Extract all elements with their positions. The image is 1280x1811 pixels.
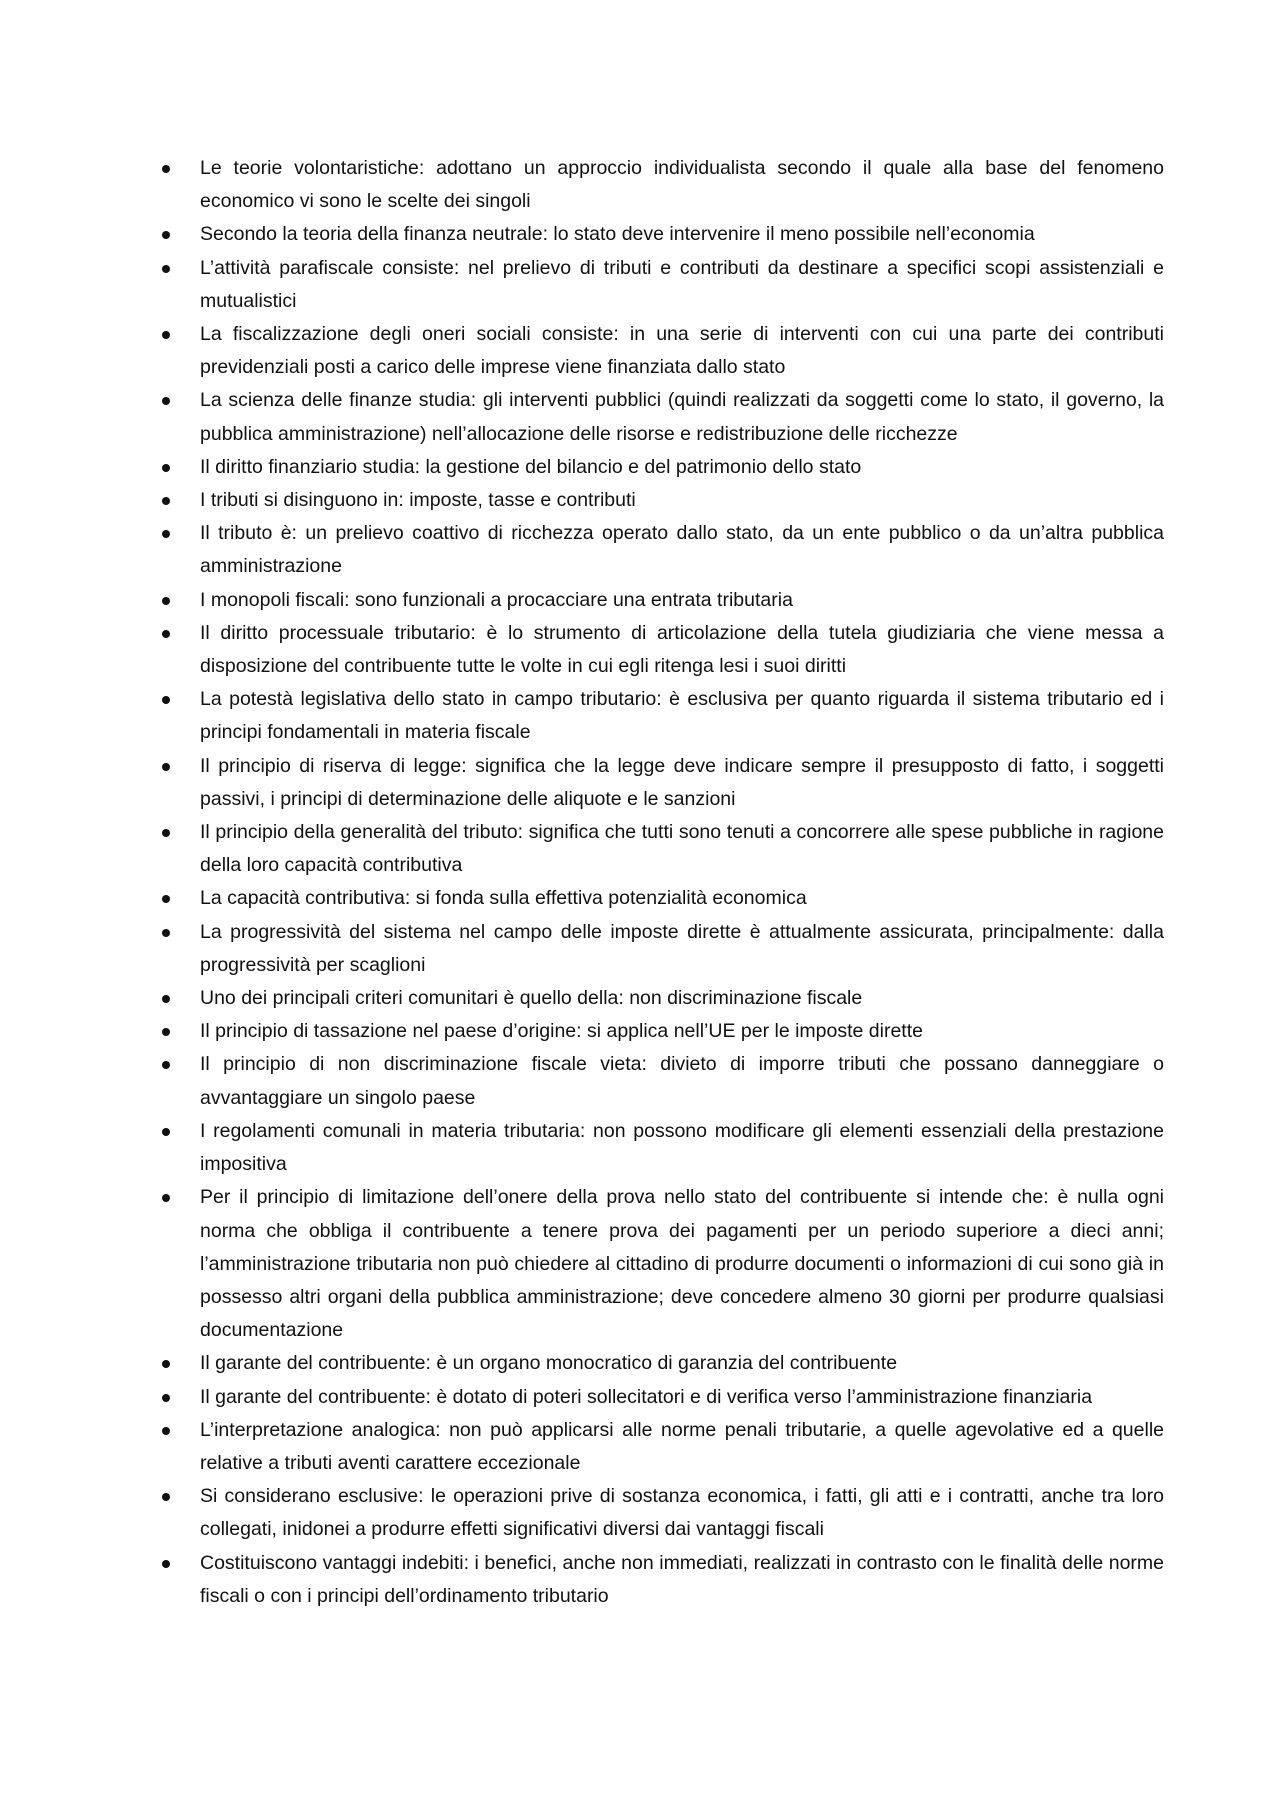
list-item (160, 318, 1164, 384)
list-item-text: Il principio di tassazione nel paese d’origine: si applica nell’UE per le imposte dirette (200, 1020, 923, 1043)
list-item (160, 882, 1164, 915)
list-item (160, 517, 1164, 583)
bullet-icon (162, 165, 170, 173)
list-item-text: I regolamenti comunali in materia tributaria: non possono modificare gli elementi essenziali della prestazione impositiva (200, 1119, 1164, 1176)
bullet-icon (162, 597, 170, 605)
list-item (160, 1048, 1164, 1114)
list-item-text: I tributi si disinguono in: imposte, tasse e contributi (200, 489, 636, 512)
bullet-icon (162, 231, 170, 239)
bullet-icon (162, 1128, 170, 1136)
list-item-text: Per il principio di limitazione dell’onere della prova nello stato del contribuente si intende che: è nulla ogni norma che obbliga il contribuente a tenere prova dei pagamenti per un periodo superiore a dieci anni; l’amministrazione tributaria non può chiedere al cittadino di produrre documenti o informazioni di cui sono già in possesso altri organi della pubblica amministrazione; deve concedere almeno 30 giorni per produrre qualsiasi documentazione (200, 1186, 1164, 1342)
bullet-icon (162, 1427, 170, 1435)
list-item (160, 916, 1164, 982)
bullet-icon (162, 829, 170, 837)
bullet-icon (162, 497, 170, 505)
list-item-text: L’attività parafiscale consiste: nel prelievo di tributi e contributi da destinare a specifici scopi assistenziali e mutualistici (200, 256, 1164, 312)
list-item-text: Il principio di riserva di legge: significa che la legge deve indicare sempre il presupposto di fatto, i soggetti passivi, i principi di determinazione delle aliquote e le sanzioni (200, 754, 1164, 810)
list-item (160, 1015, 1164, 1048)
bullet-icon (162, 265, 170, 273)
list-item (160, 584, 1164, 617)
list-item-text: Il diritto processuale tributario: è lo strumento di articolazione della tutela giudiziaria che viene messa a disposizione del contribuente tutte le volte in cui egli ritenga lesi i suoi diritti (200, 621, 1164, 678)
list-item (160, 683, 1164, 749)
bullet-icon (162, 331, 170, 339)
list-item (160, 1414, 1164, 1480)
list-item-text: Costituiscono vantaggi indebiti: i benefici, anche non immediati, realizzati in contrasto con le finalità delle norme fiscali o con i principi dell’ordinamento tributario (200, 1551, 1164, 1607)
bullet-icon (162, 929, 170, 937)
bullet-icon (162, 1194, 170, 1202)
list-item (160, 1547, 1164, 1613)
list-item (160, 384, 1164, 450)
bullet-icon (162, 464, 170, 472)
list-item-text: Uno dei principali criteri comunitari è quello della: non discriminazione fiscale (200, 987, 863, 1010)
bullet-icon (162, 530, 170, 538)
list-item-text: Il garante del contribuente: è un organo monocratico di garanzia del contribuente (200, 1352, 898, 1375)
bullet-icon (162, 397, 170, 405)
list-item (160, 1347, 1164, 1380)
list-item-text: La fiscalizzazione degli oneri sociali consiste: in una serie di interventi con cui una parte dei contributi previdenziali posti a carico delle imprese viene finanziata dallo stato (200, 323, 1164, 379)
bullet-icon (162, 696, 170, 704)
list-item-text: Il principio della generalità del tributo: significa che tutti sono tenuti a concorrere alle spese pubbliche in ragione della loro capacità contributiva (200, 821, 1164, 877)
list-item-text: La potestà legislativa dello stato in campo tributario: è esclusiva per quanto riguarda il sistema tributario ed i principi fondamentali in materia fiscale (200, 688, 1164, 744)
list-item (160, 982, 1164, 1015)
list-item-text: Il principio di non discriminazione fiscale vieta: divieto di imporre tributi che possano danneggiare o avvantaggiare un singolo paese (200, 1053, 1164, 1109)
list-item (160, 1480, 1164, 1546)
bullet-icon (162, 630, 170, 638)
list-item (160, 617, 1164, 683)
bullet-icon (162, 1394, 170, 1402)
list-item (160, 152, 1164, 218)
bullet-icon (162, 1560, 170, 1568)
list-item (160, 484, 1164, 517)
list-item (160, 1381, 1164, 1414)
list-item (160, 1181, 1164, 1347)
list-item-text: I monopoli fiscali: sono funzionali a procacciare una entrata tributaria (200, 588, 793, 611)
list-item (160, 750, 1164, 816)
bullet-list (160, 152, 1164, 1613)
list-item-text: Secondo la teoria della finanza neutrale: lo stato deve intervenire il meno possibile nell’economia (200, 223, 1035, 246)
list-item (160, 1115, 1164, 1181)
bullet-icon (162, 895, 170, 903)
list-item-text: Il garante del contribuente: è dotato di poteri sollecitatori e di verifica verso l’amministrazione finanziaria (200, 1385, 1093, 1408)
list-item-text: Il tributo è: un prelievo coattivo di ricchezza operato dallo stato, da un ente pubblico o da un’altra pubblica amministrazione (200, 522, 1164, 578)
list-item-text: La scienza delle finanze studia: gli interventi pubblici (quindi realizzati da soggetti come lo stato, il governo, la pubblica amministrazione) nell’allocazione delle risorse e redistribuzione delle ricchezze (200, 389, 1164, 445)
bullet-icon (162, 1028, 170, 1036)
list-item-text: Il diritto finanziario studia: la gestione del bilancio e del patrimonio dello stato (200, 455, 862, 478)
list-item-text: La progressività del sistema nel campo delle imposte dirette è attualmente assicurata, principalmente: dalla progressività per scaglioni (200, 920, 1164, 976)
list-item-text: Le teorie volontaristiche: adottano un approccio individualista secondo il quale alla base del fenomeno economico vi sono le scelte dei singoli (200, 157, 1164, 213)
bullet-icon (162, 763, 170, 771)
list-item-text: Si considerano esclusive: le operazioni prive di sostanza economica, i fatti, gli atti e i contratti, anche tra loro collegati, inidonei a produrre effetti significativi diversi dai vantaggi fiscali (200, 1485, 1164, 1541)
list-item-text: La capacità contributiva: si fonda sulla effettiva potenzialità economica (200, 887, 807, 910)
bullet-icon (162, 995, 170, 1003)
bullet-icon (162, 1061, 170, 1069)
list-item (160, 816, 1164, 882)
list-item-text: L’interpretazione analogica: non può applicarsi alle norme penali tributarie, a quelle agevolative ed a quelle relative a tributi aventi carattere eccezionale (200, 1418, 1164, 1474)
list-item (160, 218, 1164, 251)
list-item (160, 451, 1164, 484)
bullet-icon (162, 1493, 170, 1501)
bullet-icon (162, 1360, 170, 1368)
list-item (160, 252, 1164, 318)
